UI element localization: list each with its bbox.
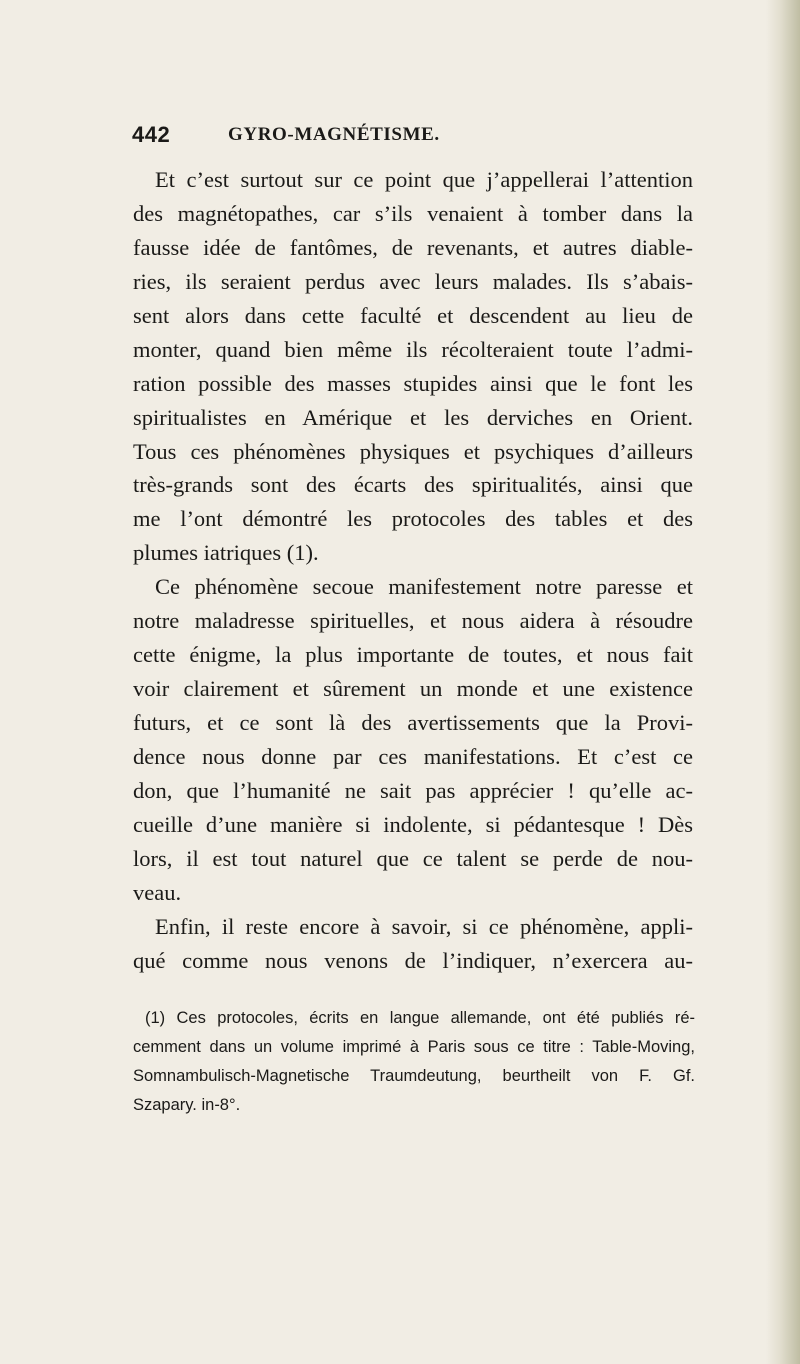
text-line: veau.	[133, 879, 182, 905]
text-line: notre maladresse spirituelles, et nous aidera à résoudre	[133, 608, 693, 634]
footnote-line: (1) Ces protocoles, écrits en langue allemande, ont été publiés ré-	[145, 1009, 695, 1027]
text-line: Et c’est surtout sur ce point que j’appellerai l’attention	[155, 167, 693, 192]
body-text	[133, 163, 693, 978]
text-line: spiritualistes en Amérique et les derviches en Orient.	[133, 404, 693, 430]
text-line: cueille d’une manière si indolente, si pédantesque ! Dès	[133, 811, 693, 837]
page-edge-shadow	[766, 0, 800, 1364]
footnote	[133, 1004, 695, 1120]
text-line: dence nous donne par ces manifestations. Et c’est ce	[133, 743, 693, 769]
page-header	[132, 122, 692, 152]
text-line: voir clairement et sûrement un monde et une existence	[133, 676, 693, 702]
text-line: Tous ces phénomènes physiques et psychiques d’ailleurs	[133, 438, 693, 464]
text-line: sent alors dans cette faculté et descendent au lieu de	[133, 302, 693, 328]
text-line: des magnétopathes, car s’ils venaient à tomber dans la	[133, 200, 693, 226]
text-line: Enfin, il reste encore à savoir, si ce phénomène, appli-	[155, 913, 693, 939]
footnote-line: Somnambulisch-Magnetische Traumdeutung, beurtheilt von F. Gf.	[133, 1067, 695, 1085]
running-title: GYRO-MAGNÉTISME.	[228, 124, 440, 145]
text-line: très-grands sont des écarts des spiritualités, ainsi que	[133, 472, 693, 498]
text-line: lors, il est tout naturel que ce talent se perde de nou-	[133, 845, 693, 871]
footnote-line: cemment dans un volume imprimé à Paris sous ce titre : Table-Moving,	[133, 1038, 695, 1056]
text-line: qué comme nous venons de l’indiquer, n’exercera au-	[133, 947, 693, 973]
text-line: don, que l’humanité ne sait pas apprécier ! qu’elle ac-	[133, 777, 693, 803]
footnote-line: Szapary. in-8°.	[133, 1096, 241, 1114]
text-line: cette énigme, la plus importante de toutes, et nous fait	[133, 642, 693, 668]
text-line: ries, ils seraient perdus avec leurs malades. Ils s’abais-	[133, 268, 693, 294]
text-line: monter, quand bien même ils récolteraient toute l’admi-	[133, 336, 693, 362]
text-line: ration possible des masses stupides ainsi que le font les	[133, 370, 693, 396]
text-line: plumes iatriques (1).	[133, 540, 319, 566]
text-line: fausse idée de fantômes, de revenants, et autres diable-	[133, 234, 693, 260]
text-line: futurs, et ce sont là des avertissements que la Provi-	[133, 710, 693, 735]
page-number: 442	[132, 122, 171, 147]
text-line: Ce phénomène secoue manifestement notre paresse et	[155, 574, 693, 600]
text-line: me l’ont démontré les protocoles des tables et des	[133, 506, 693, 532]
